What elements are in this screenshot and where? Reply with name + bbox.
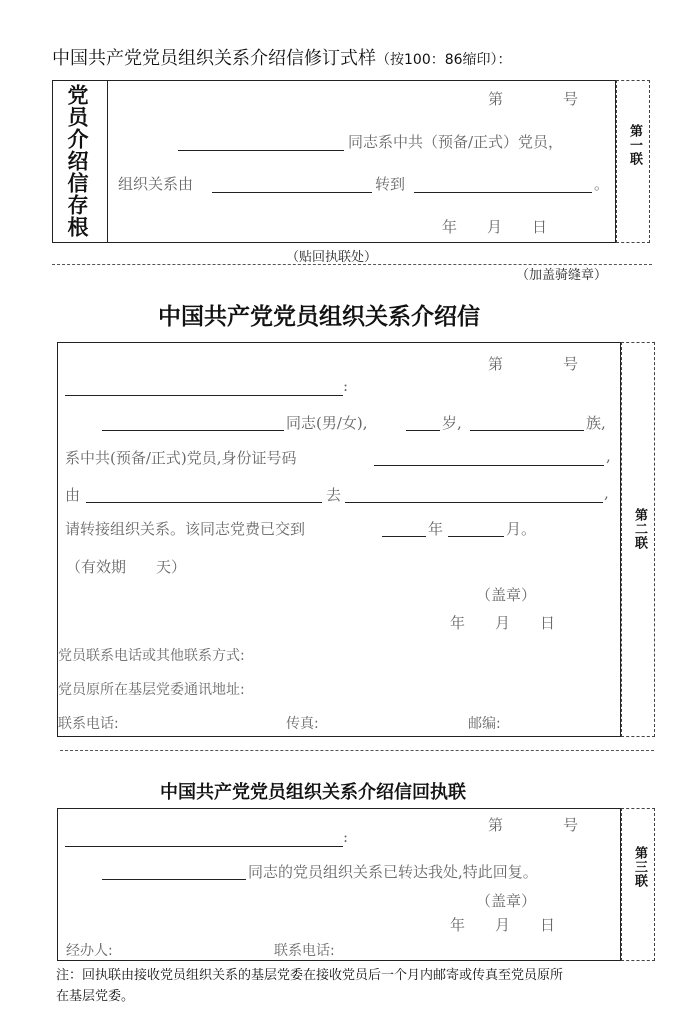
letter-contact: 党员联系电话或其他联系方式: <box>58 648 245 664</box>
letter-from: 由 <box>65 486 81 504</box>
letter-right-label: 第二联 <box>632 508 647 550</box>
receipt-recipient-colon: : <box>343 828 349 846</box>
letter-recipient-blank <box>65 395 343 396</box>
receipt-date: 年 月 日 <box>450 916 556 934</box>
letter-dues-month: 月。 <box>506 520 537 538</box>
footer-note-line2: 在基层党委。 <box>56 989 135 1004</box>
receipt-right-label: 第三联 <box>632 846 647 888</box>
stub-side-label: 党员介绍信存根 <box>65 84 89 238</box>
stub-name-blank <box>178 150 344 151</box>
stub-right-label: 第一联 <box>627 124 642 166</box>
letter-address: 党员原所在基层党委通讯地址: <box>58 682 245 698</box>
letter-title: 中国共产党党员组织关系介绍信 <box>158 304 480 330</box>
letter-after-gender: ), <box>356 414 368 432</box>
letter-comrade-text: 同志( <box>286 414 322 432</box>
letter-dues-year: 年 <box>428 520 444 538</box>
letter-to: 去 <box>326 486 342 504</box>
stub-seal-note: （加盖骑缝章） <box>516 268 608 283</box>
letter-seal: （盖章） <box>476 586 537 604</box>
letter-postcode: 邮编: <box>468 716 501 732</box>
stub-date: 年 月 日 <box>442 218 548 236</box>
receipt-seal: （盖章） <box>476 892 537 910</box>
letter-section <box>57 342 621 737</box>
receipt-serial: 第 号 <box>488 816 579 834</box>
letter-id-blank <box>374 465 604 466</box>
receipt-handler: 经办人: <box>66 943 113 959</box>
letter-serial: 第 号 <box>488 355 579 373</box>
footer-note-line1: 注：回执联由接收党员组织关系的基层党委在接收党员后一个月内邮寄或传真至党员原所 <box>56 968 564 983</box>
stub-line2-prefix: 组织关系由 <box>118 175 194 193</box>
receipt-line1: 同志的党员组织关系已转达我处,特此回复。 <box>248 863 538 881</box>
letter-cut-line <box>60 750 654 751</box>
letter-phone: 联系电话: <box>58 716 119 732</box>
header-title: 中国共产党党员组织关系介绍信修订式样 <box>52 48 376 69</box>
letter-gender: 男/女 <box>321 414 357 432</box>
letter-dues-year-blank <box>382 536 426 537</box>
letter-ethnicity-blank <box>470 430 584 431</box>
letter-fax: 传真: <box>286 716 319 732</box>
stub-line2-mid: 转到 <box>375 175 406 193</box>
letter-dues-month-blank <box>448 536 504 537</box>
receipt-title: 中国共产党党员组织关系介绍信回执联 <box>160 782 466 803</box>
letter-party-line: 系中共(预备/正式)党员,身份证号码 <box>65 449 297 467</box>
receipt-name-blank <box>102 879 246 880</box>
letter-recipient-colon: : <box>343 377 349 395</box>
letter-validity: （有效期 天） <box>66 558 187 576</box>
letter-transfer-line: 请转接组织关系。该同志党费已交到 <box>65 520 306 538</box>
stub-line2-end: 。 <box>594 175 610 193</box>
letter-age: 岁, <box>442 414 462 432</box>
letter-comrade <box>286 412 368 433</box>
letter-date: 年 月 日 <box>450 614 556 632</box>
stub-paste-note: （贴回执联处） <box>286 250 378 265</box>
stub-to-blank <box>414 192 592 193</box>
letter-name-blank <box>102 430 284 431</box>
page-header <box>52 44 512 70</box>
letter-to-comma: , <box>604 484 609 502</box>
letter-ethnicity: 族, <box>586 414 606 432</box>
letter-to-blank <box>345 502 603 503</box>
letter-from-blank <box>86 502 322 503</box>
stub-serial: 第 号 <box>488 90 579 108</box>
stub-from-blank <box>212 192 372 193</box>
letter-id-comma: , <box>606 447 611 465</box>
receipt-phone: 联系电话: <box>274 943 335 959</box>
header-note: （按100：86缩印）： <box>376 52 512 68</box>
stub-line1-suffix: 同志系中共（预备/正式）党员， <box>348 133 564 151</box>
receipt-recipient-blank <box>65 846 343 847</box>
stub-divider <box>107 80 108 243</box>
letter-age-blank <box>406 430 440 431</box>
